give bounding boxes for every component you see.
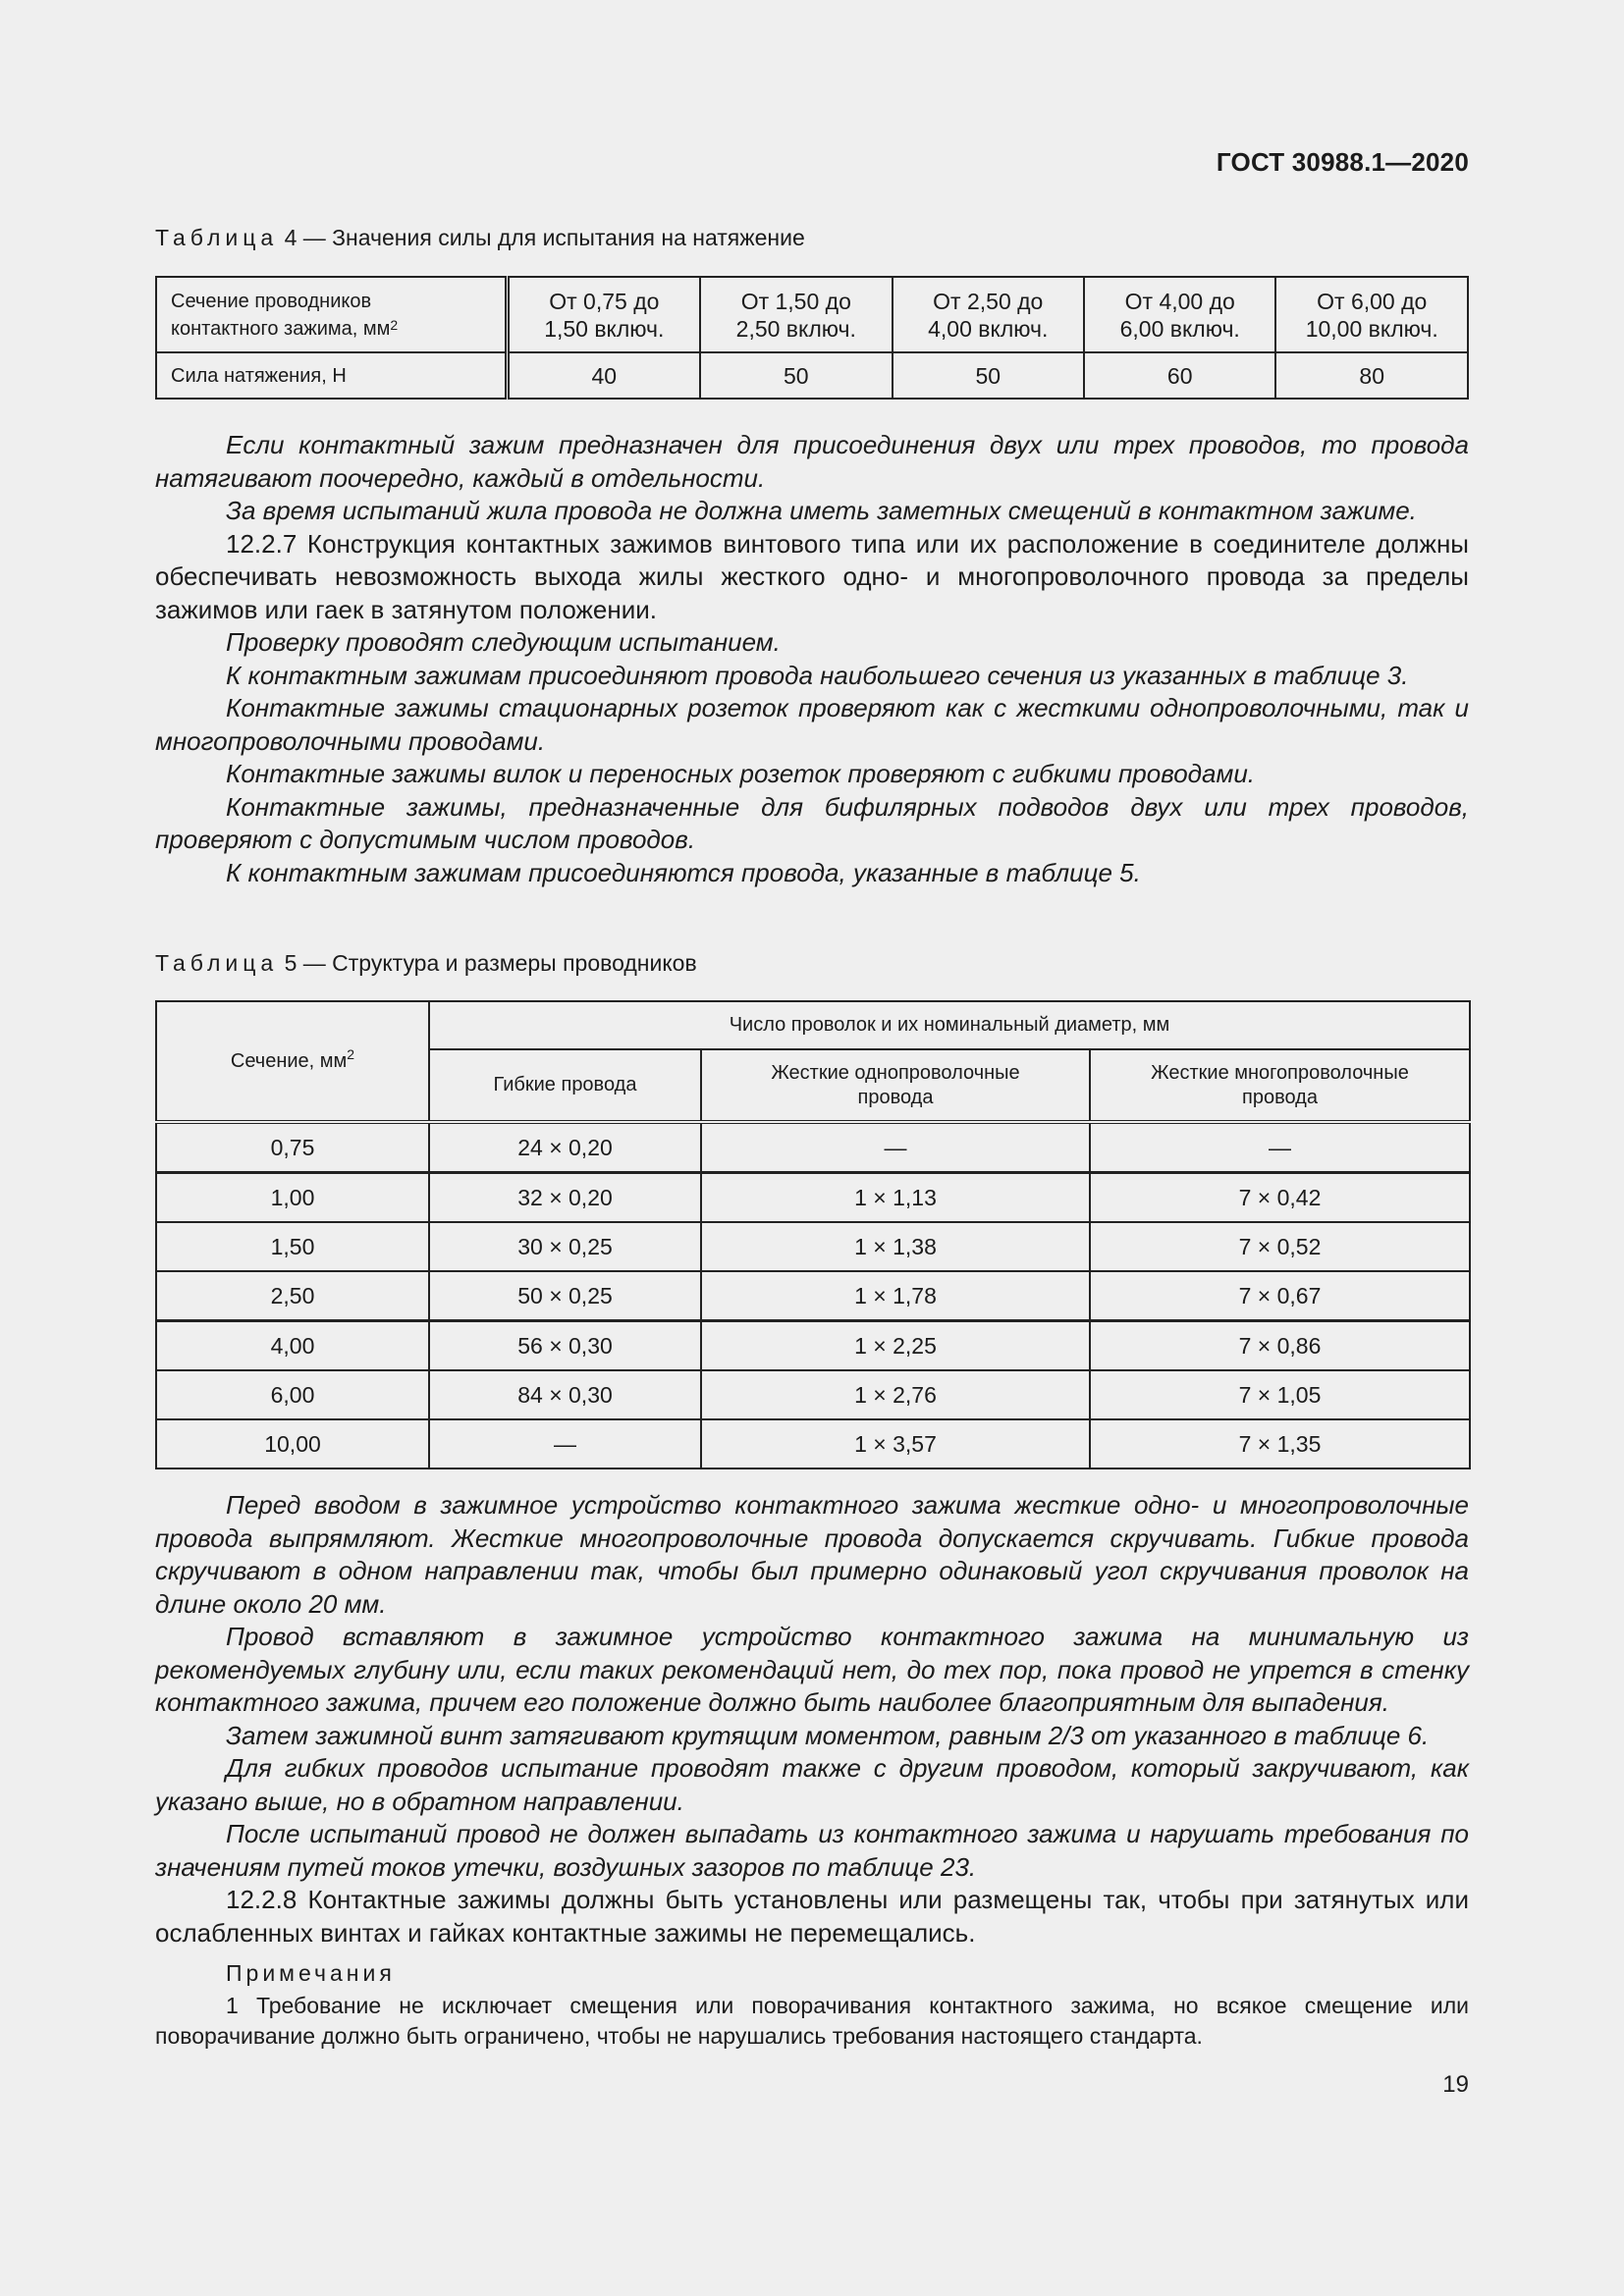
table5-cell: 7 × 1,35 [1090, 1419, 1470, 1468]
table5-cell: 56 × 0,30 [429, 1321, 701, 1371]
table5-caption-text: 5 — Структура и размеры проводников [278, 950, 697, 976]
table5-cell: 24 × 0,20 [429, 1122, 701, 1173]
paragraph: Для гибких проводов испытание проводят также с другим проводом, который закручивают, как указано выше, но в обратном направлении. [155, 1753, 1469, 1816]
clause-12-2-7: 12.2.7 Конструкция контактных зажимов винтового типа или их расположение в соединителе должны обеспечивать невозможность выхода жилы жесткого одно- и многопроволочного провода за пределы зажимов или гаек в затянутом положении. [155, 528, 1469, 624]
paragraph: Перед вводом в зажимное устройство контактного зажима жесткие одно- и многопроволочные провода выпрямляют. Жесткие многопроволочные провода допускается скручивать. Гибкие провода скручивают в одном направлении так, чтобы был примерно одинаковый угол скручивания проволок на длине около 20 мм. [155, 1490, 1469, 1619]
table-row [156, 1419, 1470, 1468]
table4-range-a: От 1,50 до [740, 288, 851, 314]
text-block-2 [155, 1489, 1469, 2052]
table4-force-label: Сила натяжения, Н [156, 352, 507, 399]
table4-range-b: 1,50 включ. [544, 315, 665, 342]
table5-cell: 2,50 [156, 1271, 429, 1321]
table4-caption-text: 4 — Значения силы для испытания на натяжение [278, 225, 805, 250]
table4-row-forces [156, 352, 1468, 399]
table-row [156, 1222, 1470, 1271]
table5-cell: 7 × 0,52 [1090, 1222, 1470, 1271]
table4-force-value: 50 [893, 352, 1084, 399]
table5-col-stranded-b: провода [1242, 1086, 1318, 1108]
standard-header: ГОСТ 30988.1—2020 [1216, 147, 1469, 177]
table5-col-group: Число проволок и их номинальный диаметр, мм [429, 1001, 1470, 1049]
table4-range-a: От 2,50 до [933, 288, 1044, 314]
paragraph: Контактные зажимы, предназначенные для бифилярных подводов двух или трех проводов, проверяют с допустимым числом проводов. [155, 791, 1469, 854]
table-row [156, 1321, 1470, 1371]
note-1: 1 Требование не исключает смещения или поворачивания контактного зажима, но всякое смещение или поворачивание должно быть ограничено, чтобы не нарушались требования настоящего стандарта. [155, 1992, 1469, 2049]
page-number: 19 [1442, 2071, 1469, 2098]
table4-row-sections [156, 277, 1468, 352]
table5-col-solid [701, 1049, 1090, 1122]
paragraph: К контактным зажимам присоединяют провода наибольшего сечения из указанных в таблице 3. [226, 660, 1409, 690]
table-row [156, 1122, 1470, 1173]
table4 [155, 276, 1469, 400]
text-block-1 [155, 429, 1469, 889]
table5-caption [155, 950, 697, 977]
table5-cell: 1 × 3,57 [701, 1419, 1090, 1468]
table5-cell: 7 × 0,67 [1090, 1271, 1470, 1321]
table5-cell: 6,00 [156, 1370, 429, 1419]
paragraph: Провод вставляют в зажимное устройство контактного зажима на минимальную из рекомендуемых глубину или, если таких рекомендаций нет, до тех пор, пока провод не упрется в стенку контактного зажима, причем его положение должно быть наиболее благоприятным для выпадения. [155, 1622, 1469, 1717]
table4-range-a: От 6,00 до [1317, 288, 1428, 314]
table5-cell: 4,00 [156, 1321, 429, 1371]
table5-cell: 7 × 0,42 [1090, 1173, 1470, 1223]
table5-caption-label: Таблица [155, 950, 279, 976]
table4-label-a: Сечение проводников [171, 290, 372, 312]
table4-range-a: От 4,00 до [1124, 288, 1235, 314]
table5-cell: 7 × 0,86 [1090, 1321, 1470, 1371]
table5-cell: 1 × 1,78 [701, 1271, 1090, 1321]
table5-cell: 32 × 0,20 [429, 1173, 701, 1223]
table4-caption-label: Таблица [155, 225, 279, 250]
table5-cell: 84 × 0,30 [429, 1370, 701, 1419]
table5-col-solid-a: Жесткие однопроволочные [771, 1061, 1020, 1084]
paragraph: Затем зажимной винт затягивают крутящим моментом, равным 2/3 от указанного в таблице 6. [226, 1720, 1430, 1750]
table4-cell-label [156, 277, 507, 352]
table5-cell: 30 × 0,25 [429, 1222, 701, 1271]
table4-range-b: 10,00 включ. [1305, 315, 1438, 342]
table5-cell: 1,50 [156, 1222, 429, 1271]
table-row [156, 1173, 1470, 1223]
paragraph: К контактным зажимам присоединяются провода, указанные в таблице 5. [226, 857, 1141, 887]
table4-range-a: От 0,75 до [549, 288, 660, 314]
table5-cell: — [701, 1122, 1090, 1173]
table5-cell: 50 × 0,25 [429, 1271, 701, 1321]
table5-col-stranded-a: Жесткие многопроволочные [1151, 1061, 1409, 1084]
notes-title: Примечания [226, 1960, 396, 1986]
table4-force-value: 80 [1275, 352, 1468, 399]
table-row [156, 1370, 1470, 1419]
table5-cell: 1 × 1,13 [701, 1173, 1090, 1223]
table5-cell: 0,75 [156, 1122, 429, 1173]
table5-cell: 1,00 [156, 1173, 429, 1223]
table5-col-stranded [1090, 1049, 1470, 1122]
table4-force-value: 40 [507, 352, 700, 399]
paragraph: За время испытаний жила провода не должна иметь заметных смещений в контактном зажиме. [226, 496, 1417, 525]
table4-range-b: 2,50 включ. [735, 315, 856, 342]
table4-cell-range [700, 277, 892, 352]
paragraph: Проверку проводят следующим испытанием. [226, 627, 781, 657]
table5-cell: 7 × 1,05 [1090, 1370, 1470, 1419]
paragraph: Контактные зажимы вилок и переносных розеток проверяют с гибкими проводами. [226, 759, 1255, 788]
paragraph: Контактные зажимы стационарных розеток проверяют как с жесткими однопроволочными, так и многопроволочными проводами. [155, 693, 1469, 756]
table5-cell: 1 × 1,38 [701, 1222, 1090, 1271]
table4-label-b: контактного зажима, мм [171, 317, 391, 340]
table4-force-value: 60 [1084, 352, 1275, 399]
table5 [155, 1000, 1471, 1469]
table5-col-section-label: Сечение, мм [230, 1049, 348, 1072]
table5-col-flex: Гибкие провода [429, 1049, 701, 1122]
paragraph: После испытаний провод не должен выпадать из контактного зажима и нарушать требования по значениям путей токов утечки, воздушных зазоров по таблице 23. [155, 1819, 1469, 1882]
table5-cell: 1 × 2,25 [701, 1321, 1090, 1371]
table4-cell-range [1275, 277, 1468, 352]
table5-cell: — [1090, 1122, 1470, 1173]
table5-col-section-sup: 2 [347, 1045, 355, 1062]
table5-cell: 10,00 [156, 1419, 429, 1468]
paragraph: Если контактный зажим предназначен для присоединения двух или трех проводов, то провода натягивают поочередно, каждый в отдельности. [155, 430, 1469, 493]
table5-cell: — [429, 1419, 701, 1468]
table5-cell: 1 × 2,76 [701, 1370, 1090, 1419]
table5-col-solid-b: провода [857, 1086, 934, 1108]
table4-caption [155, 225, 805, 251]
table5-col-section [156, 1001, 429, 1122]
table4-cell-range [1084, 277, 1275, 352]
table4-force-value: 50 [700, 352, 892, 399]
table4-cell-range [507, 277, 700, 352]
table4-label-sup: 2 [390, 316, 399, 333]
table4-range-b: 6,00 включ. [1119, 315, 1240, 342]
table4-range-b: 4,00 включ. [928, 315, 1049, 342]
clause-12-2-8: 12.2.8 Контактные зажимы должны быть установлены или размещены так, чтобы при затянутых или ослабленных винтах и гайках контактные зажимы не перемещались. [155, 1885, 1469, 1948]
table4-cell-range [893, 277, 1084, 352]
table-row [156, 1271, 1470, 1321]
table5-header-row [156, 1001, 1470, 1049]
